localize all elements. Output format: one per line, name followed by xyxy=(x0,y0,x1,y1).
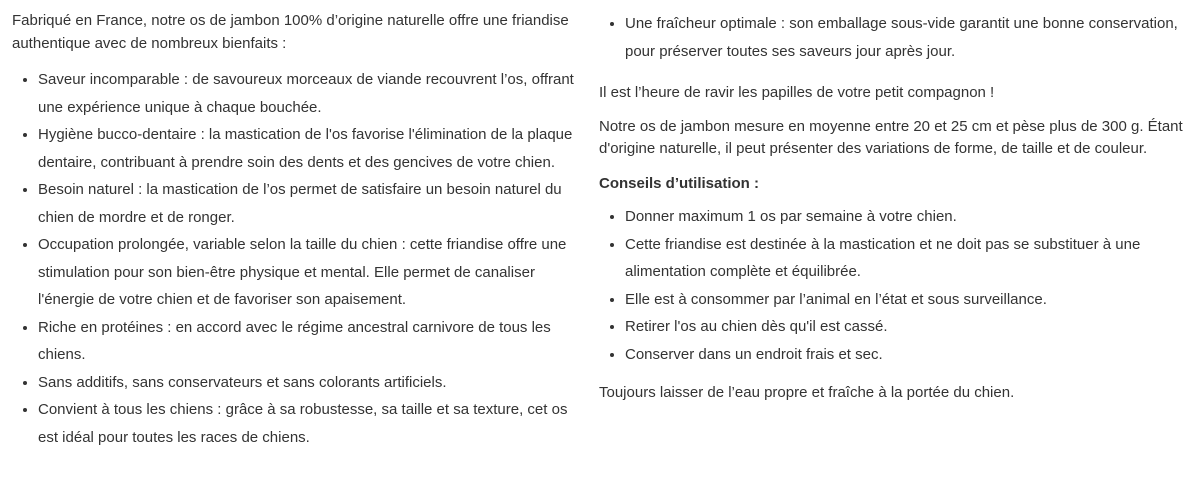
benefit-tous-chiens: • Convient à tous les chiens : grâce à sa robustesse, sa taille et sa texture, cet os est idéal pour toutes les races de chiens. xyxy=(38,396,582,451)
intro-paragraph: Fabriqué en France, notre os de jambon 100% d’origine naturelle offre une friandise authentique avec de nombreux bienfaits : xyxy=(12,12,569,52)
dimensions-paragraph: Notre os de jambon mesure en moyenne entre 20 et 25 cm et pèse plus de 300 g. Étant d'origine naturelle, il peut présenter des variations de forme, de taille et de couleur. xyxy=(599,117,1183,157)
tip-mastication: • Cette friandise est destinée à la mastication et ne doit pas se substituer à une alimentation complète et équilibrée. xyxy=(625,231,1189,286)
tip-surveillance: • Elle est à consommer par l’animal en l’état et sous surveillance. xyxy=(625,286,1189,314)
description-right-column xyxy=(599,0,1189,405)
benefit-occupation: • Occupation prolongée, variable selon la taille du chien : cette friandise offre une stimulation pour son bien-être physique et mental. Elle permet de canaliser l'énergie de votre chien et de favoriser son apaisement. xyxy=(38,231,582,314)
benefit-besoin-naturel: • Besoin naturel : la mastication de l’os permet de satisfaire un besoin naturel du chien de mordre et de ronger. xyxy=(38,176,582,231)
benefit-saveur: • Saveur incomparable : de savoureux morceaux de viande recouvrent l’os, offrant une expérience unique à chaque bouchée. xyxy=(38,66,582,121)
benefit-fraicheur: • Une fraîcheur optimale : son emballage sous-vide garantit une bonne conservation, pour préserver toutes ses saveurs jour après jour. xyxy=(625,10,1189,65)
benefit-sans-additifs: • Sans additifs, sans conservateurs et sans colorants artificiels. xyxy=(38,369,582,397)
benefit-hygiene: • Hygiène bucco-dentaire : la mastication de l'os favorise l'élimination de la plaque dentaire, contribuant à prendre soin des dents et des gencives de votre chien. xyxy=(38,121,582,176)
tip-frequency: • Donner maximum 1 os par semaine à votre chien. xyxy=(625,203,1189,231)
benefits-list-continued xyxy=(599,10,1189,65)
benefits-list xyxy=(12,66,582,451)
benefit-proteines: • Riche en protéines : en accord avec le régime ancestral carnivore de tous les chiens. xyxy=(38,314,582,369)
usage-tips-list xyxy=(599,203,1189,368)
usage-tips-heading: Conseils d’utilisation : xyxy=(599,174,760,192)
tagline-paragraph: Il est l’heure de ravir les papilles de votre petit compagnon ! xyxy=(599,84,995,101)
tip-broken-bone: • Retirer l'os au chien dès qu'il est cassé. xyxy=(625,313,1189,341)
tip-storage: • Conserver dans un endroit frais et sec. xyxy=(625,341,1189,369)
water-reminder: Toujours laisser de l’eau propre et fraîche à la portée du chien. xyxy=(599,384,1015,401)
description-left-column xyxy=(12,0,582,451)
